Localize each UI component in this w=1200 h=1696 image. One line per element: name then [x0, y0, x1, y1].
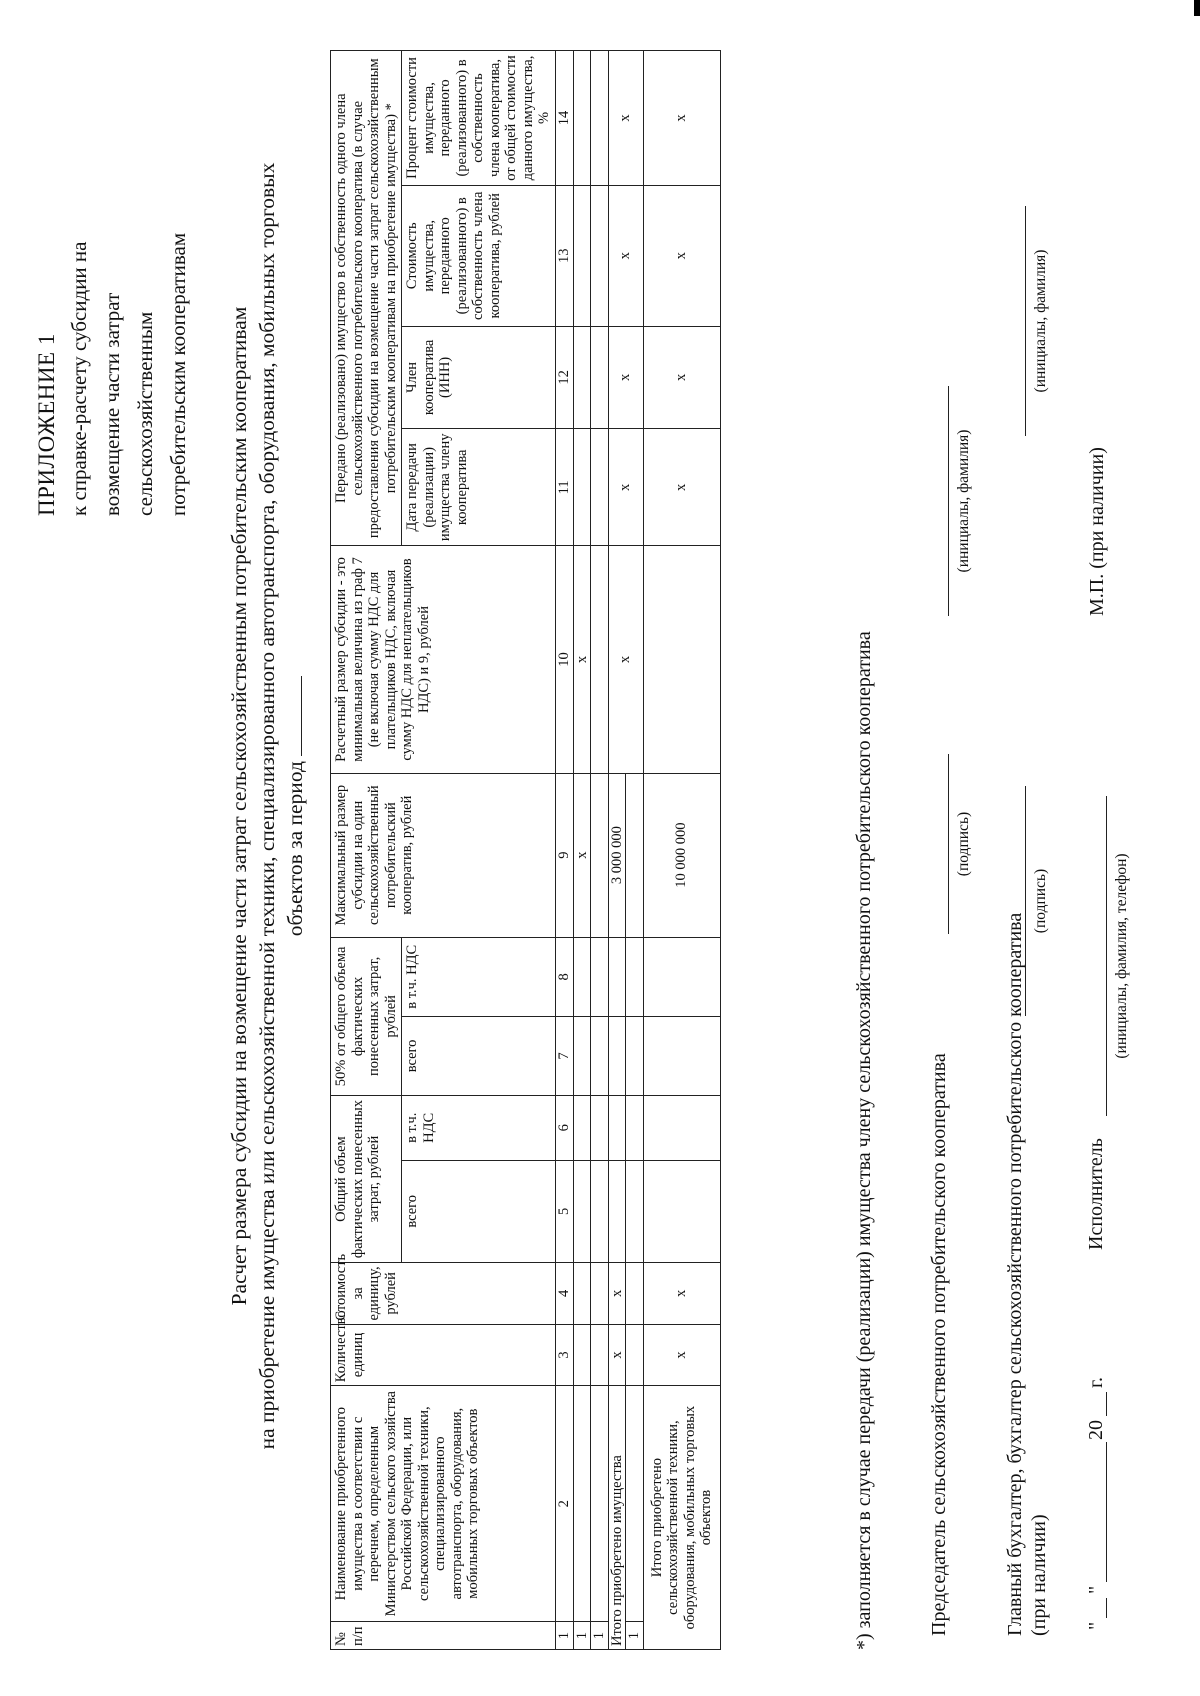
date-day-line [1106, 1598, 1107, 1618]
column-number: 7 [555, 1016, 573, 1095]
header-total-costs-all: всего [402, 1160, 556, 1263]
title-line: на приобретение имущества или сельскохозяйственной техники, специализированного автотранспорта, оборудования, мобильных торговых [255, 162, 279, 1450]
cell-max-subsidy: x [573, 773, 591, 937]
empty-cell [626, 1324, 644, 1386]
empty-cell [591, 1016, 609, 1095]
empty-cell [591, 185, 609, 326]
empty-cell [608, 1096, 626, 1161]
appendix-line: возмещение части затрат [100, 292, 124, 516]
calculation-title [225, 146, 309, 1466]
title-line [281, 146, 309, 1466]
accountant-note: (при наличии) [1028, 1514, 1050, 1636]
empty-cell [573, 1016, 591, 1095]
empty-cell [573, 1160, 591, 1263]
empty-cell [626, 1263, 644, 1325]
column-number: 9 [555, 773, 573, 937]
table-row [591, 51, 609, 1650]
empty-cell [591, 1160, 609, 1263]
column-number: 1 [555, 1622, 573, 1650]
cell-transfer-date: x [643, 429, 720, 546]
empty-cell [626, 1386, 644, 1622]
empty-cell [591, 326, 609, 429]
header-half-costs: 50% от общего объема фактических понесенных затрат, рублей [331, 937, 402, 1095]
chairman-initials-caption: (инициалы, фамилия) [955, 429, 972, 573]
calculation-table [330, 50, 721, 1650]
empty-cell [573, 1324, 591, 1386]
cell-quantity: x [608, 1324, 626, 1386]
empty-cell [608, 1160, 626, 1263]
empty-cell [573, 1263, 591, 1325]
cell-member-percent: x [643, 51, 720, 186]
empty-cell [608, 1016, 626, 1095]
accountant-signature-line [1025, 786, 1026, 1016]
cell-max-subsidy: 3 000 000 [608, 773, 626, 937]
cell-quantity: x [643, 1324, 720, 1386]
header-member-inn: Член кооператива (ИНН) [402, 326, 556, 429]
row-number: 1 [626, 1622, 644, 1650]
header-unit-cost: Стоимость за единицу, рублей [331, 1263, 556, 1325]
cell-transfer-date: x [608, 429, 643, 546]
empty-cell [591, 1386, 609, 1622]
appendix-title: ПРИЛОЖЕНИЕ 1 [34, 333, 59, 516]
header-property-name: Наименование приобретенного имущества в соответствии с перечнем, определенным Министерством сельского хозяйства Российской Федерации, или сельскохозяйственной техники, специализированного автотранспорта, оборудования, мобильных торговых объектов [331, 1386, 556, 1622]
header-member-value: Стоимость имущества, переданного (реализованного) в собственность члена кооператива, рублей [402, 185, 556, 326]
appendix-line: сельскохозяйственным [133, 311, 157, 516]
cell-calculated-subsidy: x [608, 546, 643, 773]
empty-cell [626, 1160, 644, 1263]
chairman-initials-line [948, 386, 949, 616]
empty-cell [591, 1096, 609, 1161]
header-total-costs: Общий объем фактических понесенных затрат, рублей [331, 1096, 402, 1263]
column-number: 10 [555, 546, 573, 773]
appendix-line: потребительским кооперативам [166, 232, 190, 516]
chairman-label: Председатель сельскохозяйственного потребительского кооператива [928, 1053, 950, 1636]
empty-cell [573, 51, 591, 186]
footnote: *) заполняется в случае передачи (реализации) имущества члену сельскохозяйственного потребительского кооператива [853, 631, 875, 1650]
cell-member-inn: x [643, 326, 720, 429]
column-number: 4 [555, 1263, 573, 1325]
cell-member-value: x [643, 185, 720, 326]
title-line: Расчет размера субсидии на возмещение части затрат сельскохозяйственным потребительским кооперативам [227, 306, 251, 1306]
empty-cell [626, 937, 644, 1016]
total-equipment-label: Итого приобретено сельскохозяйственной техники, оборудования, мобильных торговых объектов [643, 1386, 720, 1650]
cell-unit-cost: x [643, 1263, 720, 1325]
date-quote-close: " [1085, 1585, 1107, 1594]
empty-cell [643, 546, 720, 773]
empty-cell [591, 429, 609, 546]
accountant-initials-caption: (инициалы, фамилия) [1032, 249, 1049, 393]
empty-cell [573, 429, 591, 546]
column-number: 5 [555, 1160, 573, 1263]
column-number: 3 [555, 1324, 573, 1386]
row-number: 1 [591, 1622, 609, 1650]
title-period: объектов за период [283, 761, 307, 937]
column-numbers-row [555, 51, 573, 1650]
header-number: № п/п [331, 1622, 556, 1650]
executor-caption: (инициалы, фамилия, телефон) [1113, 853, 1130, 1059]
cell-member-percent: x [608, 51, 643, 186]
column-number: 14 [555, 51, 573, 186]
column-number: 11 [555, 429, 573, 546]
column-number: 2 [555, 1386, 573, 1622]
empty-cell [573, 1386, 591, 1622]
header-member-percent: Процент стоимости имущества, переданного (реализованного) в собственность члена кооператива, от общей стоимости данного имущества, % [402, 51, 556, 186]
empty-cell [591, 1324, 609, 1386]
date-year-prefix: 20 [1085, 1420, 1107, 1440]
accountant-initials-line [1025, 206, 1026, 436]
executor-line [1106, 796, 1107, 1116]
column-number: 6 [555, 1096, 573, 1161]
chairman-signature-line [948, 754, 949, 934]
date-year-line [1106, 1392, 1107, 1416]
date-suffix: г. [1085, 1377, 1107, 1388]
empty-cell [626, 1016, 644, 1095]
column-number: 13 [555, 185, 573, 326]
accountant-label: Главный бухгалтер, бухгалтер сельскохозяйственного потребительского кооператива [1004, 912, 1026, 1636]
empty-cell [626, 773, 644, 937]
cell-calculated-subsidy: x [573, 546, 591, 773]
header-half-costs-vat: в т.ч. НДС [402, 937, 556, 1016]
header-transferred-property: Передано (реализовано) имущество в собственность одного члена сельскохозяйственного потребительского кооператива (в случае предоставления субсидии на возмещение части затрат сельскохозяйственным потребительским кооперативам на приобретение имущества) * [331, 51, 402, 546]
header-quantity: Количество единиц [331, 1324, 556, 1386]
row-number: 1 [573, 1622, 591, 1650]
chairman-signature-caption: (подпись) [955, 811, 972, 877]
empty-cell [643, 937, 720, 1016]
empty-cell [643, 1160, 720, 1263]
header-half-costs-all: всего [402, 1016, 556, 1095]
empty-cell [573, 326, 591, 429]
cell-max-subsidy: 10 000 000 [643, 773, 720, 937]
header-max-subsidy: Максимальный размер субсидии на один сельскохозяйственный потребительский кооператив, рублей [331, 773, 556, 937]
accountant-signature-caption: (подпись) [1032, 868, 1049, 934]
empty-cell [591, 937, 609, 1016]
header-calculated-subsidy: Расчетный размер субсидии - это минимальная величина из граф 7 (не включая сумму НДС для плательщиков НДС, включая сумму НДС для неплательщиков НДС) и 9, рублей [331, 546, 556, 773]
total-acquired-label: Итого приобретено имущества [608, 1386, 626, 1650]
header-transfer-date: Дата передачи (реализации) имущества члену кооператива [402, 429, 556, 546]
empty-cell [643, 1016, 720, 1095]
column-number: 12 [555, 326, 573, 429]
cell-member-inn: x [608, 326, 643, 429]
date-month-line [1106, 1442, 1107, 1582]
empty-cell [591, 1263, 609, 1325]
empty-cell [643, 1096, 720, 1161]
empty-cell [608, 937, 626, 1016]
table-row [573, 51, 591, 1650]
executor-label: Исполнитель [1085, 1138, 1107, 1250]
column-number: 8 [555, 937, 573, 1016]
date-quote-open: " [1085, 1621, 1107, 1630]
empty-cell [573, 1096, 591, 1161]
total-equipment-row [643, 51, 720, 1650]
empty-cell [591, 773, 609, 937]
empty-cell [591, 546, 609, 773]
appendix-line: к справке-расчету субсидии на [67, 241, 91, 516]
appendix-block [30, 36, 195, 516]
stamp-note: М.П. (при наличии) [1086, 447, 1108, 616]
cell-unit-cost: x [608, 1263, 626, 1325]
empty-cell [591, 51, 609, 186]
empty-cell [573, 185, 591, 326]
empty-cell [626, 1096, 644, 1161]
total-acquired-row [608, 51, 626, 1650]
empty-cell [573, 937, 591, 1016]
cell-member-value: x [608, 185, 643, 326]
header-total-costs-vat: в т.ч. НДС [402, 1096, 556, 1161]
